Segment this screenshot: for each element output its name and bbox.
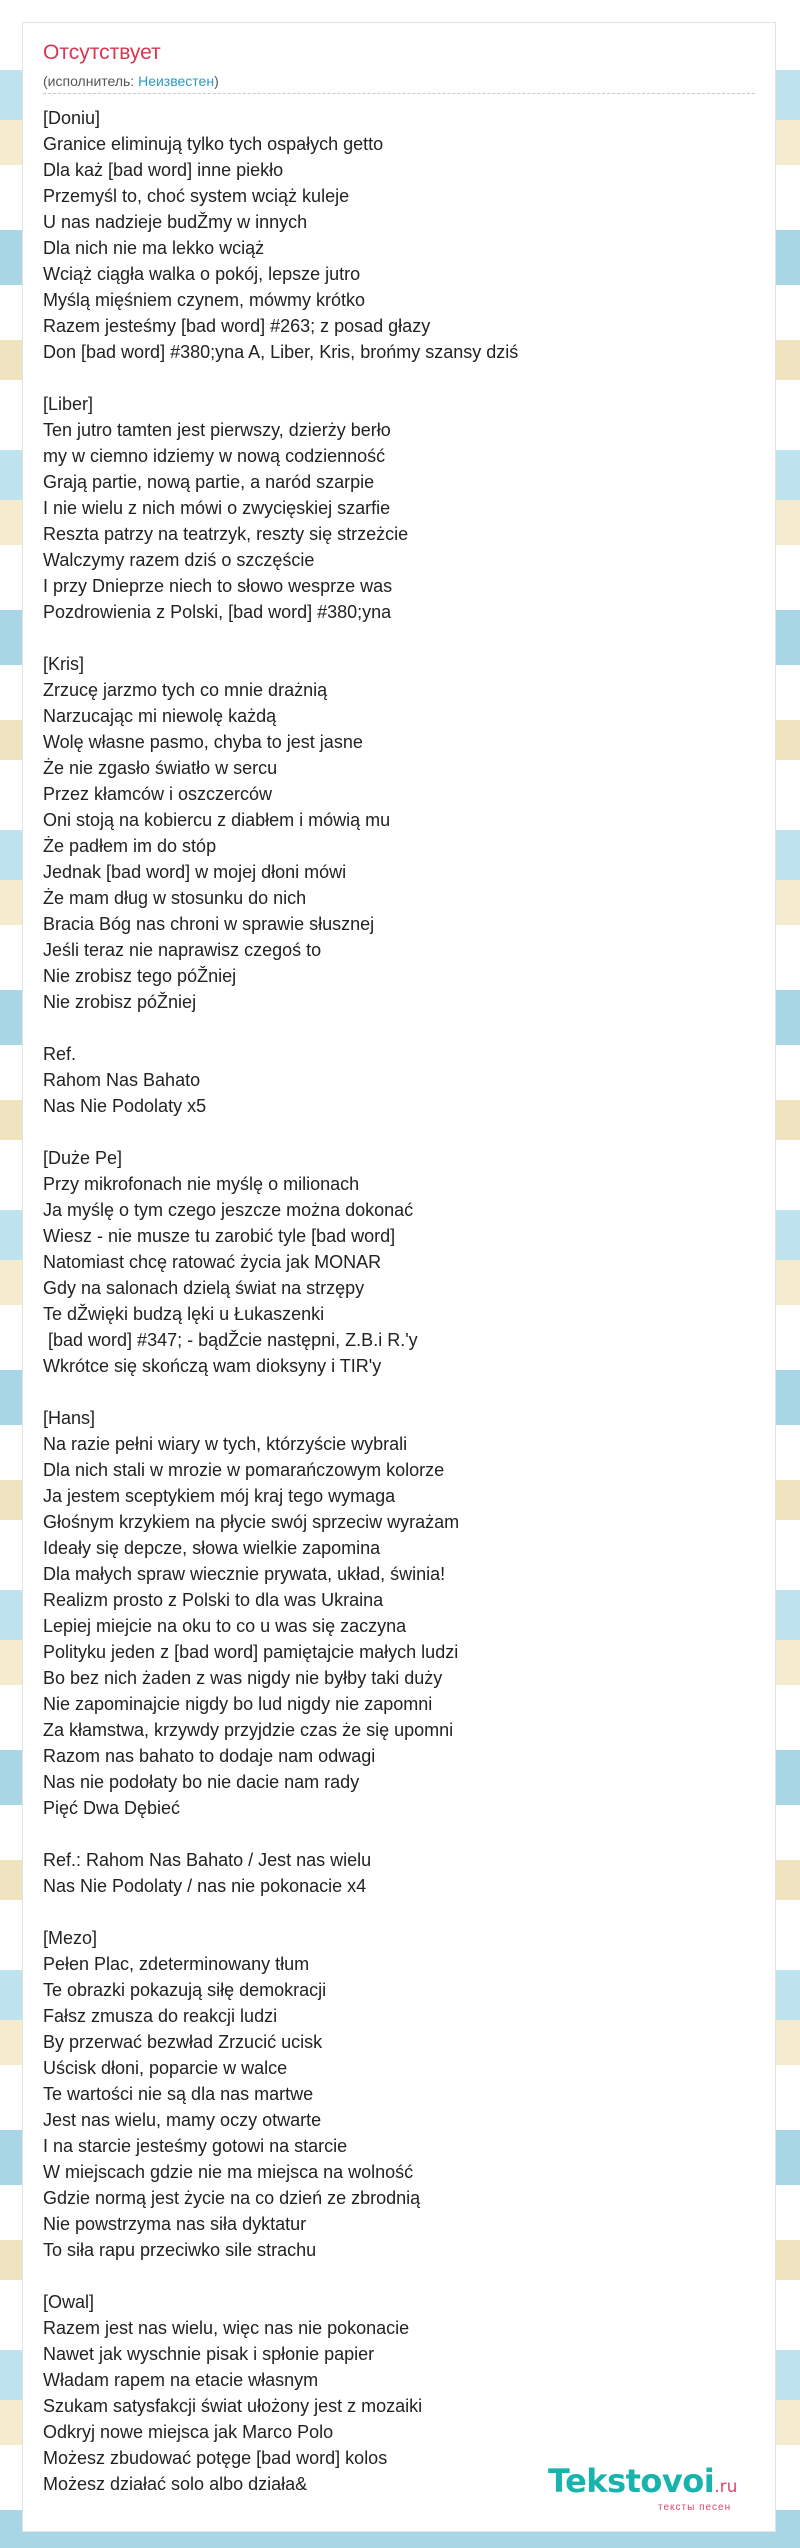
- lyric-line: [43, 1899, 755, 1925]
- lyric-line: [43, 1015, 755, 1041]
- lyric-line: Nas Nie Podolaty / nas nie pokonacie x4: [43, 1876, 367, 1896]
- lyric-line: Jeśli teraz nie naprawisz czegoś to: [43, 940, 322, 960]
- lyric-line: [Mezo]: [43, 1928, 98, 1948]
- lyric-line: Don [bad word] #380;yna A, Liber, Kris, brońmy szansy dziś: [43, 342, 519, 362]
- lyric-line: Realizm prosto z Polski to dla was Ukraina: [43, 1590, 384, 1610]
- lyric-line: Przy mikrofonach nie myślę o milionach: [43, 1174, 360, 1194]
- lyric-line: Te wartości nie są dla nas martwe: [43, 2084, 314, 2104]
- lyric-line: Te dŽwięki budzą lęki u Łukaszenki: [43, 1304, 325, 1324]
- lyric-line: Władam rapem na etacie własnym: [43, 2370, 319, 2390]
- logo-domain: .ru: [714, 2477, 738, 2497]
- lyric-line: [Duże Pe]: [43, 1148, 123, 1168]
- lyric-line: my w ciemno idziemy w nową codzienność: [43, 446, 386, 466]
- lyric-line: Ja jestem sceptykiem mój kraj tego wymaga: [43, 1486, 396, 1506]
- lyric-line: Ten jutro tamten jest pierwszy, dzierży berło: [43, 420, 391, 440]
- lyric-line: Nie zrobisz póŽniej: [43, 992, 197, 1012]
- lyric-line: Razem jest nas wielu, więc nas nie pokonacie: [43, 2318, 410, 2338]
- lyric-line: Jest nas wielu, mamy oczy otwarte: [43, 2110, 322, 2130]
- lyric-line: Granice eliminują tylko tych ospałych getto: [43, 134, 384, 154]
- lyric-line: Bracia Bóg nas chroni w sprawie słusznej: [43, 914, 375, 934]
- lyric-line: I przy Dnieprze niech to słowo wesprze was: [43, 576, 393, 596]
- lyric-line: Razem jesteśmy [bad word] #263; z posad głazy: [43, 316, 431, 336]
- lyric-line: Ref.: Rahom Nas Bahato / Jest nas wielu: [43, 1850, 372, 1870]
- lyric-line: Te obrazki pokazują siłę demokracji: [43, 1980, 327, 2000]
- lyric-line: Polityku jeden z [bad word] pamiętajcie małych ludzi: [43, 1642, 459, 1662]
- lyric-line: [Hans]: [43, 1408, 96, 1428]
- song-title: Отсутствует: [43, 41, 161, 64]
- lyric-line: Głośnym krzykiem na płycie swój sprzeciw wyrażam: [43, 1512, 460, 1532]
- lyric-line: Że mam dług w stosunku do nich: [43, 888, 307, 908]
- lyric-line: Ja myślę o tym czego jeszcze można dokonać: [43, 1200, 414, 1220]
- lyric-line: [Kris]: [43, 654, 85, 674]
- lyric-line: Grają partie, nową partie, a naród szarpie: [43, 472, 375, 492]
- lyric-line: Możesz zbudować potęge [bad word] kolos: [43, 2448, 388, 2468]
- lyric-line: Na razie pełni wiary w tych, którzyście wybrali: [43, 1434, 408, 1454]
- lyric-line: Ref.: [43, 1044, 77, 1064]
- lyric-line: Wciąż ciągła walka o pokój, lepsze jutro: [43, 264, 361, 284]
- lyric-line: U nas nadzieje budŽmy w innych: [43, 212, 308, 232]
- lyric-line: Myślą mięśniem czynem, mówmy krótko: [43, 290, 366, 310]
- lyric-line: Za kłamstwa, krzywdy przyjdzie czas że się upomni: [43, 1720, 454, 1740]
- lyric-line: Oni stoją na kobiercu z diabłem i mówią mu: [43, 810, 391, 830]
- lyric-line: [43, 1821, 755, 1847]
- lyric-line: [Liber]: [43, 394, 94, 414]
- lyric-line: Bo bez nich żaden z was nigdy nie byłby taki duży: [43, 1668, 443, 1688]
- lyric-line: Walczymy razem dziś o szczęście: [43, 550, 315, 570]
- lyrics-card: [22, 22, 776, 2532]
- lyric-line: Rahom Nas Bahato: [43, 1070, 201, 1090]
- lyric-line: By przerwać bezwład Zrzucić ucisk: [43, 2032, 323, 2052]
- lyric-line: Dla każ [bad word] inne piekło: [43, 160, 284, 180]
- lyric-line: [43, 1119, 755, 1145]
- lyric-line: Dla nich nie ma lekko wciąż: [43, 238, 265, 258]
- lyric-line: Pięć Dwa Dębieć: [43, 1798, 181, 1818]
- lyric-line: Przez kłamców i oszczerców: [43, 784, 273, 804]
- lyric-line: Przemyśl to, choć system wciąż kuleje: [43, 186, 350, 206]
- lyrics-text: [43, 105, 755, 2497]
- lyric-line: Nie powstrzyma nas siła dyktatur: [43, 2214, 307, 2234]
- lyric-line: [43, 1379, 755, 1405]
- lyric-line: Nas Nie Podolaty x5: [43, 1096, 207, 1116]
- lyric-line: Pełen Plac, zdeterminowany tłum: [43, 1954, 310, 1974]
- lyric-line: Uścisk dłoni, poparcie w walce: [43, 2058, 288, 2078]
- lyric-line: Odkryj nowe miejsca jak Marco Polo: [43, 2422, 334, 2442]
- lyric-line: Dla małych spraw wiecznie prywata, układ, świnia!: [43, 1564, 446, 1584]
- lyric-line: Narzucając mi niewolę każdą: [43, 706, 277, 726]
- lyric-line: Wiesz - nie musze tu zarobić tyle [bad word]: [43, 1226, 396, 1246]
- lyric-line: Możesz działać solo albo działa&: [43, 2474, 308, 2494]
- byline-suffix: ): [214, 73, 219, 89]
- lyric-line: Dla nich stali w mrozie w pomarańczowym kolorze: [43, 1460, 445, 1480]
- lyric-line: Gdy na salonach dzielą świat na strzępy: [43, 1278, 365, 1298]
- lyric-line: Nas nie podołaty bo nie dacie nam rady: [43, 1772, 360, 1792]
- byline-prefix: (исполнитель:: [43, 73, 139, 89]
- lyric-line: Wkrótce się skończą wam dioksyny i TIR'y: [43, 1356, 382, 1376]
- lyric-line: Szukam satysfakcji świat ułożony jest z mozaiki: [43, 2396, 423, 2416]
- lyric-line: Nawet jak wyschnie pisak i spłonie papier: [43, 2344, 375, 2364]
- header-divider: [43, 93, 755, 94]
- lyric-line: [Owal]: [43, 2292, 95, 2312]
- lyric-line: Nie zapominajcie nigdy bo lud nigdy nie zapomni: [43, 1694, 433, 1714]
- lyric-line: Fałsz zmusza do reakcji ludzi: [43, 2006, 278, 2026]
- lyric-line: Że nie zgasło światło w sercu: [43, 758, 278, 778]
- lyric-line: I na starcie jesteśmy gotowi na starcie: [43, 2136, 348, 2156]
- lyric-line: Reszta patrzy na teatrzyk, reszty się strzeżcie: [43, 524, 409, 544]
- lyric-line: Ideały się depcze, słowa wielkie zapomina: [43, 1538, 381, 1558]
- lyric-line: [bad word] #347; - bądŽcie następni, Z.B.i R.'y: [43, 1330, 418, 1350]
- lyric-line: [43, 625, 755, 651]
- lyric-line: Nie zrobisz tego póŽniej: [43, 966, 237, 986]
- lyric-line: I nie wielu z nich mówi o zwycięskiej szarfie: [43, 498, 391, 518]
- lyric-line: Jednak [bad word] w mojej dłoni mówi: [43, 862, 347, 882]
- lyric-line: Że padłem im do stóp: [43, 836, 217, 856]
- lyric-line: Natomiast chcę ratować życia jak MONAR: [43, 1252, 382, 1272]
- site-logo[interactable]: [548, 2462, 764, 2522]
- lyric-line: Zrzucę jarzmo tych co mnie drażnią: [43, 680, 328, 700]
- lyric-line: [43, 365, 755, 391]
- logo-tagline: тексты песен: [658, 2502, 732, 2513]
- lyric-line: Pozdrowienia z Polski, [bad word] #380;yna: [43, 602, 392, 622]
- lyric-line: To siła rapu przeciwko sile strachu: [43, 2240, 317, 2260]
- lyric-line: Gdzie normą jest życie na co dzień ze zbrodnią: [43, 2188, 421, 2208]
- lyric-line: W miejscach gdzie nie ma miejsca na wolność: [43, 2162, 414, 2182]
- lyric-line: [Doniu]: [43, 108, 101, 128]
- lyric-line: Wolę własne pasmo, chyba to jest jasne: [43, 732, 363, 752]
- lyric-line: [43, 2263, 755, 2289]
- artist-byline: [43, 73, 219, 89]
- lyric-line: Razom nas bahato to dodaje nam odwagi: [43, 1746, 376, 1766]
- lyric-line: Lepiej miejcie na oku to co u was się zaczyna: [43, 1616, 407, 1636]
- artist-link[interactable]: Неизвестен: [138, 73, 215, 89]
- logo-wordmark: Tekstovoi: [548, 2462, 715, 2500]
